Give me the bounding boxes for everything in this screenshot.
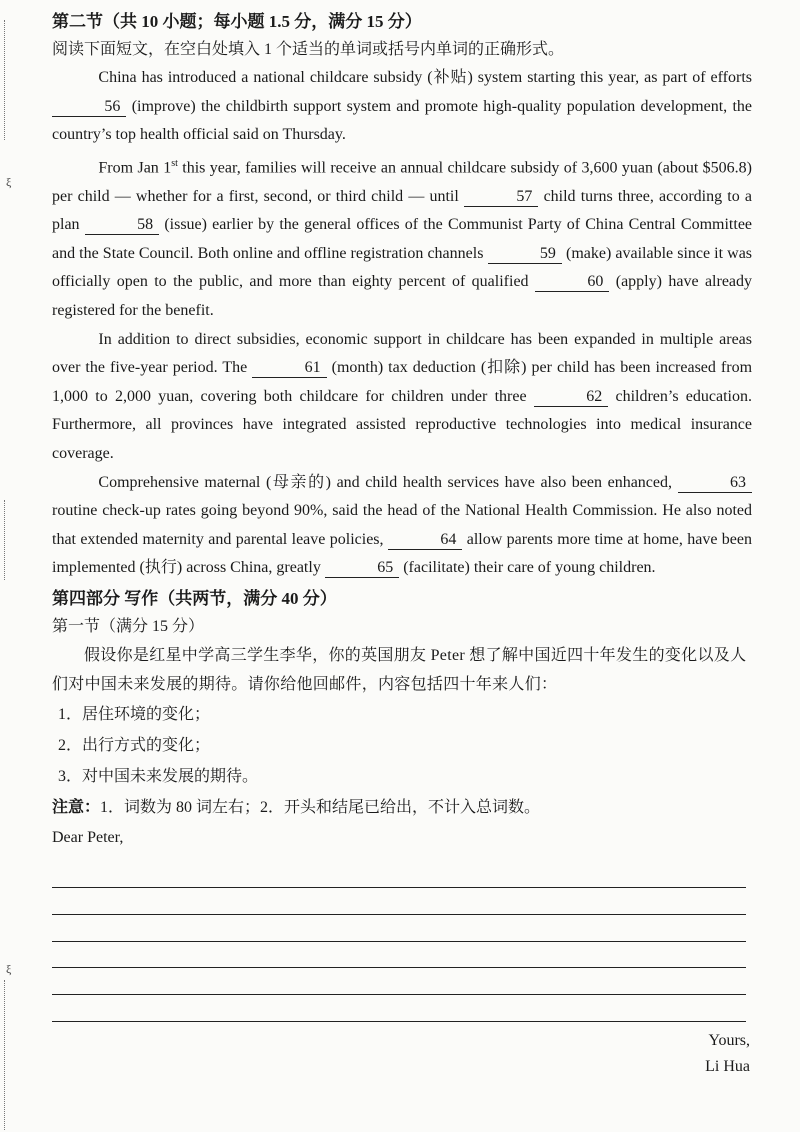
passage-paragraph-2: [52, 150, 752, 326]
writing-line-3[interactable]: [52, 941, 746, 942]
passage-paragraph-3: [52, 326, 752, 469]
section-title: 第二节（共 10 小题；每小题 1.5 分，满分 15 分）: [52, 12, 422, 31]
blank-56[interactable]: 56: [52, 98, 126, 117]
blank-63[interactable]: 63: [678, 474, 752, 493]
margin-mark: ξ: [6, 175, 12, 189]
content: [52, 8, 752, 853]
blank-61[interactable]: 61: [252, 359, 326, 378]
passage-text: child turns three, according to a plan: [52, 187, 753, 234]
passage-text: Comprehensive maternal (母亲的) and child health services have also been enhanced,: [98, 473, 673, 491]
blank-64[interactable]: 64: [388, 531, 462, 550]
closing-block: [705, 1028, 750, 1080]
passage-text: (issue) earlier by the general offices of the Communist Party of China Central Committee and the State Council. Both online and offline registration channels: [52, 216, 753, 262]
passage-paragraph-4: [52, 469, 752, 583]
part4-subtitle: 第一节（满分 15 分）: [52, 618, 205, 636]
passage-text: (improve) the childbirth support system and promote high-quality population development, the country’s top health official said on Thursday.: [52, 97, 753, 144]
passage-text: China has introduced a national childcare subsidy (补贴) system starting this year, as part of efforts: [98, 69, 752, 86]
part4-title: 第四部分 写作（共两节，满分 40 分）: [52, 589, 337, 609]
passage-text: From Jan 1: [98, 159, 172, 177]
blank-57[interactable]: 57: [464, 188, 538, 207]
note-label: 注意：: [52, 799, 101, 817]
writing-line-4[interactable]: [52, 967, 746, 968]
blank-59[interactable]: 59: [488, 245, 562, 264]
passage-text: (facilitate) their care of young children.: [403, 559, 656, 577]
writing-line-5[interactable]: [52, 994, 746, 995]
writing-note: [52, 792, 752, 823]
writing-prompt: 假设你是红星中学高三学生李华，你的英国朋友 Peter 想了解中国近四十年发生的变化以及人们对中国未来发展的期待。请你给他回邮件，内容包括四十年来人们：: [52, 647, 747, 694]
prompt-item-1: 1．居住环境的变化；: [58, 706, 211, 724]
passage-text: children’s education. Furthermore, all provinces have integrated assisted reproductive technologies into medical insurance coverage.: [52, 387, 753, 463]
passage-paragraph-1: [52, 64, 752, 150]
salutation: Dear Peter,: [52, 829, 124, 847]
section-instruction: 阅读下面短文，在空白处填入 1 个适当的单词或括号内单词的正确形式。: [52, 41, 565, 58]
margin-dotted-line: [4, 20, 5, 140]
signature: Li Hua: [705, 1058, 750, 1075]
blank-65[interactable]: 65: [325, 559, 399, 578]
note-text: 1．词数为 80 词左右；2．开头和结尾已给出，不计入总词数。: [100, 799, 541, 817]
passage-text: this year, families will receive an annual childcare subsidy of 3,600 yuan (about $506.8) per child — whether for a first, second, or third child — until: [52, 159, 753, 205]
closing: Yours,: [708, 1032, 750, 1049]
blank-62[interactable]: 62: [534, 388, 608, 407]
passage-text: (apply) have already registered for the benefit.: [52, 273, 753, 320]
margin-dotted-line: [4, 980, 5, 1130]
margin-dotted-line: [4, 500, 5, 580]
writing-line-2[interactable]: [52, 914, 746, 915]
prompt-item-3: 3．对中国未来发展的期待。: [58, 768, 259, 786]
writing-line-1[interactable]: [52, 887, 746, 888]
blank-58[interactable]: 58: [85, 216, 159, 235]
passage-text: (month) tax deduction (扣除) per child has been increased from 1,000 to 2,000 yuan, covering both childcare for children under three: [52, 359, 753, 405]
writing-line-6[interactable]: [52, 1021, 746, 1022]
passage-text: allow parents more time at home, have been implemented (执行) across China, greatly: [52, 530, 753, 577]
passage-text: (make) available since it was officially open to the public, and more than eighty percent of qualified: [52, 244, 753, 291]
margin-mark: ξ: [6, 962, 12, 976]
superscript: st: [171, 157, 178, 169]
passage-text: routine check-up rates going beyond 90%, said the head of the National Health Commission. He also noted that extended maternity and parental leave policies,: [52, 502, 752, 548]
blank-60[interactable]: 60: [535, 273, 609, 292]
passage-text: In addition to direct subsidies, economic support in childcare has been expanded in multiple areas over the five-year period. The: [52, 330, 752, 377]
prompt-item-2: 2．出行方式的变化；: [58, 737, 211, 755]
